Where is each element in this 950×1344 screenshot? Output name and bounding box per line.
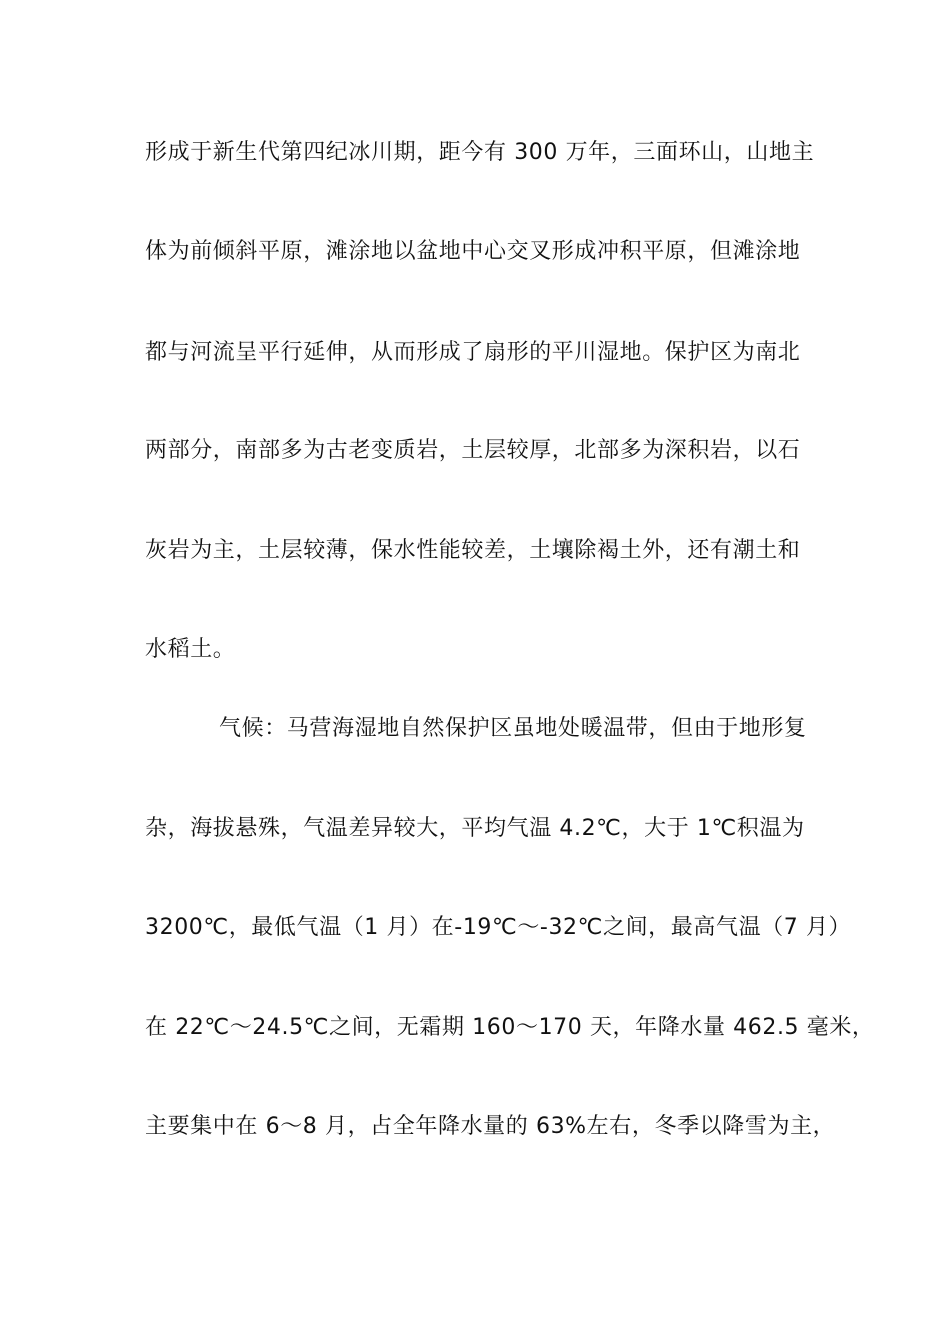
text-line: 杂，海拔悬殊，气温差异较大，平均气温 4.2℃，大于 1℃积温为 [145,816,805,841]
text-line: 形成于新生代第四纪冰川期，距今有 300 万年，三面环山，山地主 [145,140,815,165]
text-line: 水稻土。 [145,637,236,662]
text-line: 体为前倾斜平原，滩涂地以盆地中心交叉形成冲积平原，但滩涂地 [145,239,801,264]
text-line: 灰岩为主，土层较薄，保水性能较差，土壤除褐土外，还有潮土和 [145,538,801,563]
text-line: 主要集中在 6～8 月，占全年降水量的 63%左右，冬季以降雪为主， [145,1114,836,1139]
text-line: 3200℃，最低气温（1 月）在-19℃～-32℃之间，最高气温（7 月） [145,915,852,940]
text-line: 两部分，南部多为古老变质岩，土层较厚，北部多为深积岩，以石 [145,438,801,463]
paragraph-first-line: 气候：马营海湿地自然保护区虽地处暖温带，但由于地形复 [219,716,807,741]
text-line: 在 22℃～24.5℃之间，无霜期 160～170 天，年降水量 462.5 毫米， [145,1015,875,1040]
text-line: 都与河流呈平行延伸，从而形成了扇形的平川湿地。保护区为南北 [145,340,801,365]
